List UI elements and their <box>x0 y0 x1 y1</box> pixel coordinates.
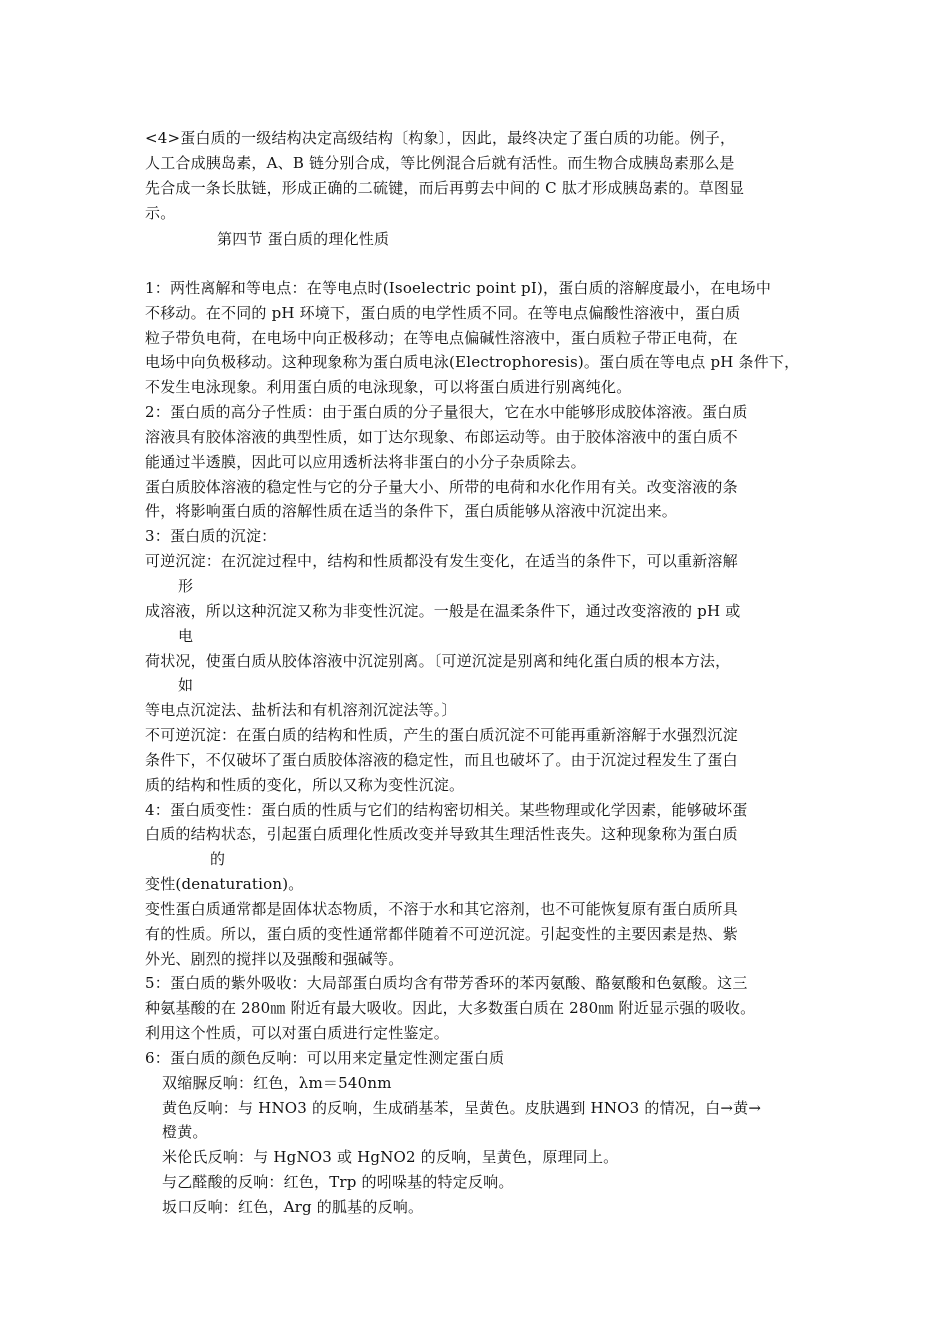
intro-line: <4>蛋白质的一级结构决定高级结构〔构象〕，因此，最终决定了蛋白质的功能。例子， <box>145 129 736 147</box>
body-line: 可逆沉淀：在沉淀过程中，结构和性质都没有发生变化，在适当的条件下，可以重新溶解 <box>145 552 738 570</box>
body-line: 蛋白质胶体溶液的稳定性与它的分子量大小、所带的电荷和水化作用有关。改变溶液的条 <box>145 478 738 496</box>
body-line: 溶液具有胶体溶液的典型性质，如丁达尔现象、布郎运动等。由于胶体溶液中的蛋白质不 <box>145 428 738 446</box>
body-line: 5：蛋白质的紫外吸收：大局部蛋白质均含有带芳香环的苯丙氨酸、酪氨酸和色氨酸。这三 <box>145 974 748 992</box>
body-line: 4：蛋白质变性：蛋白质的性质与它们的结构密切相关。某些物理或化学因素，能够破坏蛋 <box>145 801 748 819</box>
body-line: 外光、剧烈的搅拌以及强酸和强碱等。 <box>145 950 404 968</box>
body-line: 6：蛋白质的颜色反响：可以用来定量定性测定蛋白质 <box>145 1049 505 1067</box>
body-line: 不移动。在不同的 pH 环境下，蛋白质的电学性质不同。在等电点偏酸性溶液中，蛋白质 <box>145 304 741 322</box>
body-line: 橙黄。 <box>162 1123 208 1141</box>
body-line: 不可逆沉淀：在蛋白质的结构和性质，产生的蛋白质沉淀不可能再重新溶解于水强烈沉淀 <box>145 726 738 744</box>
body-line: 变性蛋白质通常都是固体状态物质，不溶于水和其它溶剂，也不可能恢复原有蛋白质所具 <box>145 900 738 918</box>
body-line: 电 <box>178 627 194 645</box>
body-line: 有的性质。所以，蛋白质的变性通常都伴随着不可逆沉淀。引起变性的主要因素是热、紫 <box>145 925 738 943</box>
body-line: 白质的结构状态，引起蛋白质理化性质改变并导致其生理活性丧失。这种现象称为蛋白质 <box>145 825 738 843</box>
body-line: 形 <box>178 577 194 595</box>
body-line: 的 <box>210 850 226 868</box>
body-line: 荷状况，使蛋白质从胶体溶液中沉淀别离。〔可逆沉淀是别离和纯化蛋白质的根本方法， <box>145 652 731 670</box>
intro-line: 示。 <box>145 204 176 222</box>
body-line: 米伦氏反响：与 HgNO3 或 HgNO2 的反响，呈黄色，原理同上。 <box>162 1148 619 1166</box>
body-line: 件，将影响蛋白质的溶解性质在适当的条件下，蛋白质能够从溶液中沉淀出来。 <box>145 502 678 520</box>
body-line: 等电点沉淀法、盐析法和有机溶剂沉淀法等。〕 <box>145 701 457 719</box>
body-line: 如 <box>178 676 194 694</box>
body-line: 坂口反响：红色，Arg 的胍基的反响。 <box>162 1198 424 1216</box>
body-line: 成溶液，所以这种沉淀又称为非变性沉淀。一般是在温柔条件下，通过改变溶液的 pH 或 <box>145 602 741 620</box>
body-line: 变性(denaturation)。 <box>145 875 304 893</box>
body-line: 电场中向负极移动。这种现象称为蛋白质电泳(Electrophoresis)。蛋白质在等电点 pH 条件下， <box>145 353 800 371</box>
intro-line: 先合成一条长肽链，形成正确的二硫键，而后再剪去中间的 C 肽才形成胰岛素的。草图显 <box>145 179 745 197</box>
section-heading: 第四节 蛋白质的理化性质 <box>217 230 390 248</box>
body-line: 种氨基酸的在 280㎚ 附近有最大吸收。因此，大多数蛋白质在 280㎚ 附近显示强的吸收。 <box>145 999 756 1017</box>
intro-line: 人工合成胰岛素，A、B 链分别合成，等比例混合后就有活性。而生物合成胰岛素那么是 <box>145 154 735 172</box>
body-line: 黄色反响：与 HNO3 的反响，生成硝基苯，呈黄色。皮肤遇到 HNO3 的情况，白→黄→ <box>162 1099 762 1117</box>
body-line: 双缩脲反响：红色，λm＝540nm <box>162 1074 392 1092</box>
body-line: 条件下，不仅破坏了蛋白质胶体溶液的稳定性，而且也破坏了。由于沉淀过程发生了蛋白 <box>145 751 738 769</box>
body-line: 不发生电泳现象。利用蛋白质的电泳现象，可以将蛋白质进行别离纯化。 <box>145 378 632 396</box>
body-line: 1：两性离解和等电点：在等电点时(Isoelectric point pI)，蛋白质的溶解度最小，在电场中 <box>145 279 772 297</box>
body-line: 粒子带负电荷，在电场中向正极移动；在等电点偏碱性溶液中，蛋白质粒子带正电荷，在 <box>145 329 738 347</box>
body-line: 能通过半透膜，因此可以应用透析法将非蛋白的小分子杂质除去。 <box>145 453 586 471</box>
body-line: 3：蛋白质的沉淀： <box>145 527 277 545</box>
body-line: 质的结构和性质的变化，所以又称为变性沉淀。 <box>145 776 465 794</box>
body-line: 利用这个性质，可以对蛋白质进行定性鉴定。 <box>145 1024 450 1042</box>
body-line: 与乙醛酸的反响：红色，Trp 的吲哚基的特定反响。 <box>162 1173 514 1191</box>
body-line: 2：蛋白质的高分子性质：由于蛋白质的分子量很大，它在水中能够形成胶体溶液。蛋白质 <box>145 403 748 421</box>
